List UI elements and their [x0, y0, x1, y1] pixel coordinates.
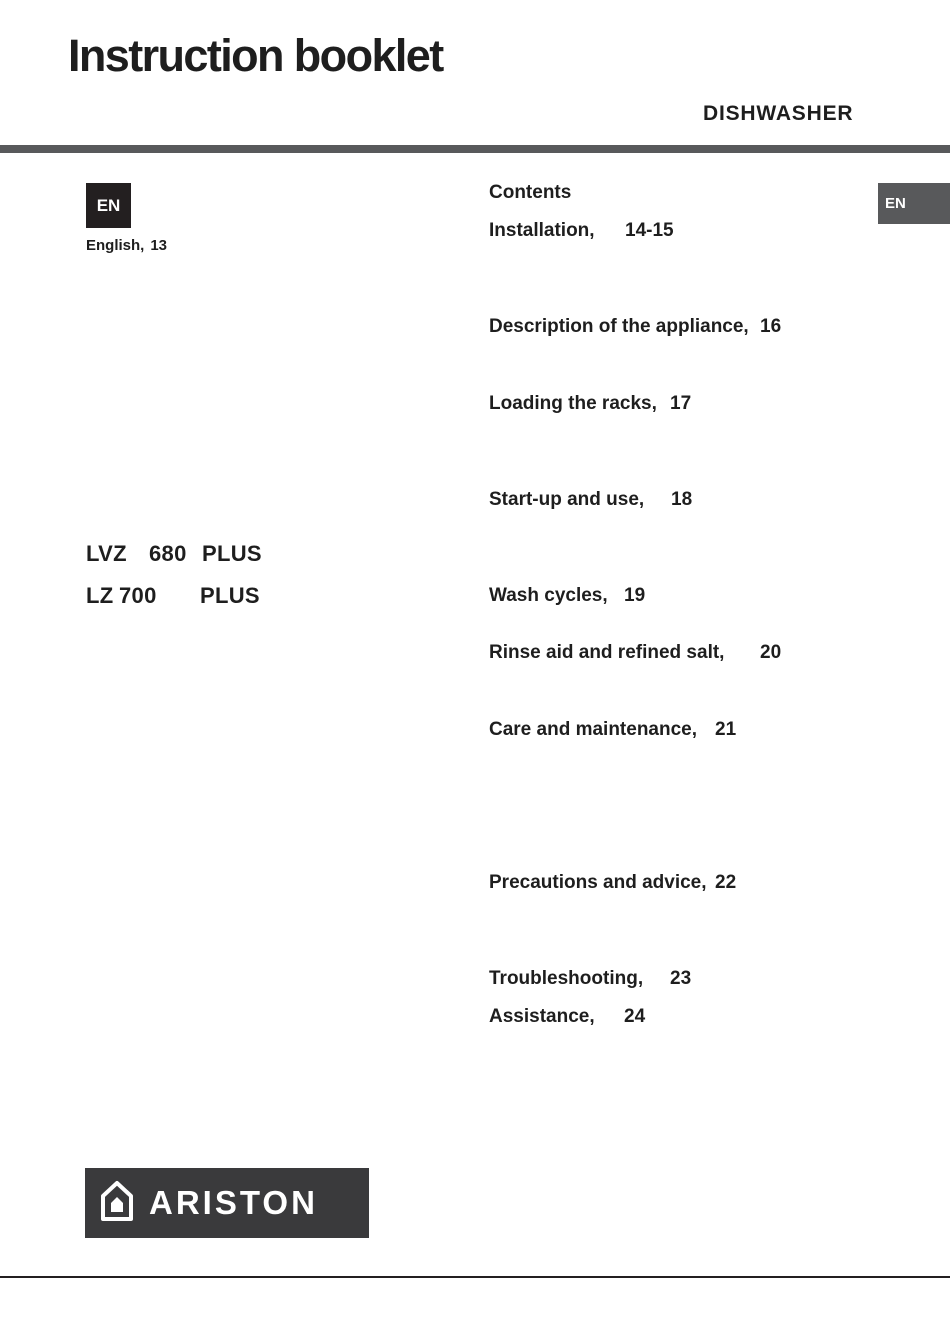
toc-entry-assistance[interactable]: [489, 1006, 645, 1028]
toc-entry-wash-cycles[interactable]: [489, 585, 645, 607]
toc-label: Start-up and use,: [489, 489, 645, 510]
toc-page: 21: [715, 719, 737, 740]
language-side-tab: EN: [878, 183, 950, 224]
toc-label: Installation,: [489, 220, 595, 241]
page-title: Instruction booklet: [68, 30, 443, 81]
toc-entry-description[interactable]: [489, 316, 781, 338]
model-prefix: LZ: [86, 583, 114, 608]
model-number: 680: [149, 541, 187, 566]
language-entry[interactable]: [86, 237, 167, 254]
toc-entry-rinse-aid[interactable]: [489, 642, 781, 664]
toc-label: Wash cycles,: [489, 585, 608, 606]
toc-page: 23: [670, 968, 692, 989]
toc-entry-troubleshooting[interactable]: [489, 968, 691, 990]
toc-page: 17: [670, 393, 692, 414]
model-suffix: PLUS: [200, 583, 260, 608]
toc-entry-precautions[interactable]: [489, 872, 736, 894]
header-divider: [0, 145, 950, 153]
toc-label: Description of the appliance,: [489, 316, 749, 337]
toc-page: 19: [624, 585, 646, 606]
model-line: [86, 541, 262, 567]
language-page: 13: [150, 237, 168, 254]
toc-page: 22: [715, 872, 737, 893]
product-type: DISHWASHER: [703, 102, 854, 125]
model-suffix: PLUS: [202, 541, 262, 566]
toc-entry-care[interactable]: [489, 719, 736, 741]
brand-name: ARISTON: [149, 1184, 318, 1221]
footer-divider: [0, 1276, 950, 1278]
toc-label: Troubleshooting,: [489, 968, 644, 989]
contents-heading: Contents: [489, 182, 572, 203]
language-badge: EN: [86, 183, 131, 228]
toc-label: Loading the racks,: [489, 393, 657, 414]
toc-label: Rinse aid and refined salt,: [489, 642, 725, 663]
toc-page: 16: [760, 316, 782, 337]
model-line: [86, 583, 260, 609]
language-name: English,: [86, 237, 145, 254]
toc-entry-installation[interactable]: [489, 220, 674, 242]
toc-label: Assistance,: [489, 1006, 595, 1027]
toc-label: Care and maintenance,: [489, 719, 698, 740]
toc-entry-loading[interactable]: [489, 393, 691, 415]
toc-label: Precautions and advice,: [489, 872, 707, 893]
toc-page: 18: [671, 489, 693, 510]
model-prefix: LVZ: [86, 541, 127, 566]
toc-entry-start-up[interactable]: [489, 489, 692, 511]
toc-page: 20: [760, 642, 782, 663]
model-number: 700: [119, 583, 157, 608]
toc-page: 14-15: [625, 220, 674, 241]
brand-logo: [85, 1168, 369, 1238]
house-icon: [99, 1180, 135, 1227]
toc-page: 24: [624, 1006, 646, 1027]
